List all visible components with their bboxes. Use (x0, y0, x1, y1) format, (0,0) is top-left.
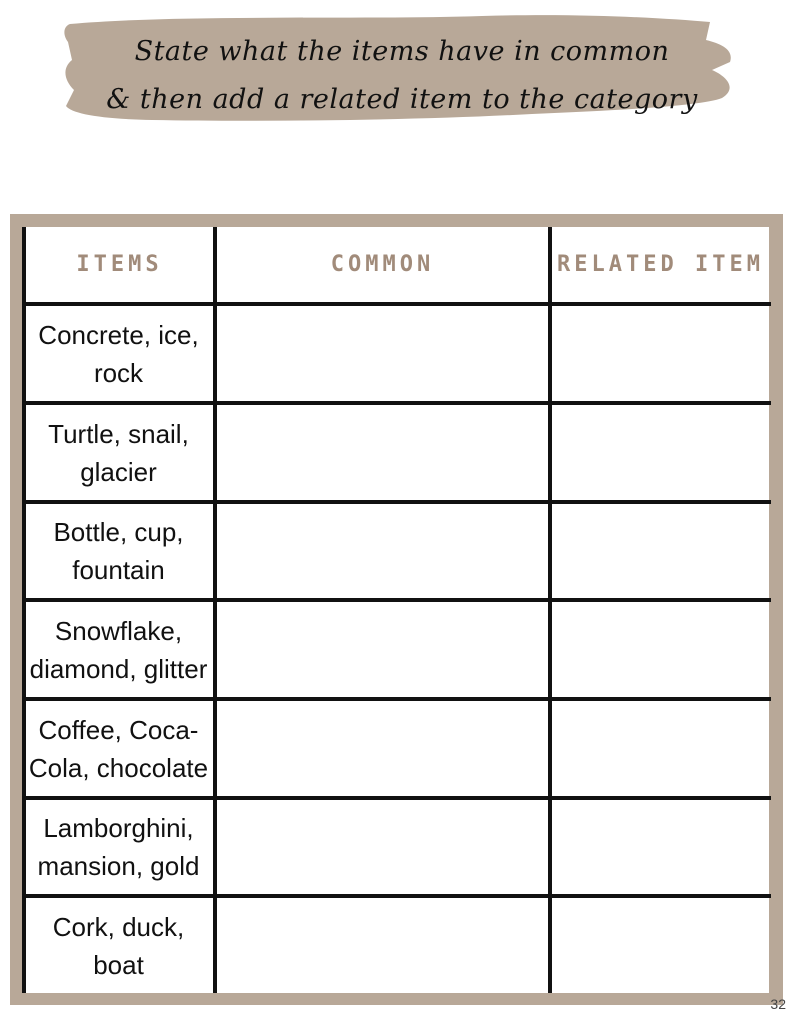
related-item-answer-cell[interactable] (552, 602, 769, 697)
instructions-line-2: & then add a related item to the category (106, 84, 698, 115)
instructions-banner (62, 10, 742, 128)
related-item-answer-cell[interactable] (552, 701, 769, 796)
related-item-answer-cell[interactable] (552, 504, 769, 598)
common-answer-cell[interactable] (217, 898, 548, 993)
common-answer-cell[interactable] (217, 306, 548, 401)
header-common: COMMON (330, 252, 435, 277)
common-answer-cell[interactable] (217, 701, 548, 796)
worksheet-frame (10, 214, 783, 1005)
page-number: 32 (770, 996, 786, 1012)
instructions-line-1: State what the items have in common (134, 36, 670, 67)
common-answer-cell[interactable] (217, 405, 548, 500)
common-answer-cell[interactable] (217, 602, 548, 697)
worksheet-table (22, 227, 769, 993)
items-cell: Turtle, snail, glacier (48, 418, 189, 487)
items-cell: Cork, duck, boat (52, 911, 185, 980)
header-items: ITEMS (76, 252, 163, 277)
items-cell: Lamborghini, mansion, gold (37, 813, 200, 881)
related-item-answer-cell[interactable] (552, 898, 769, 993)
common-answer-cell[interactable] (217, 800, 548, 894)
items-cell: Coffee, Coca- Cola, chocolate (28, 714, 209, 783)
related-item-answer-cell[interactable] (552, 405, 769, 500)
header-related-item: RELATED ITEM (557, 252, 764, 277)
items-cell: Snowflake, diamond, glitter (29, 615, 208, 684)
items-cell: Bottle, cup, fountain (53, 517, 184, 585)
items-cell: Concrete, ice, rock (38, 319, 199, 388)
related-item-answer-cell[interactable] (552, 306, 769, 401)
related-item-answer-cell[interactable] (552, 800, 769, 894)
common-answer-cell[interactable] (217, 504, 548, 598)
instructions-text (62, 28, 742, 124)
